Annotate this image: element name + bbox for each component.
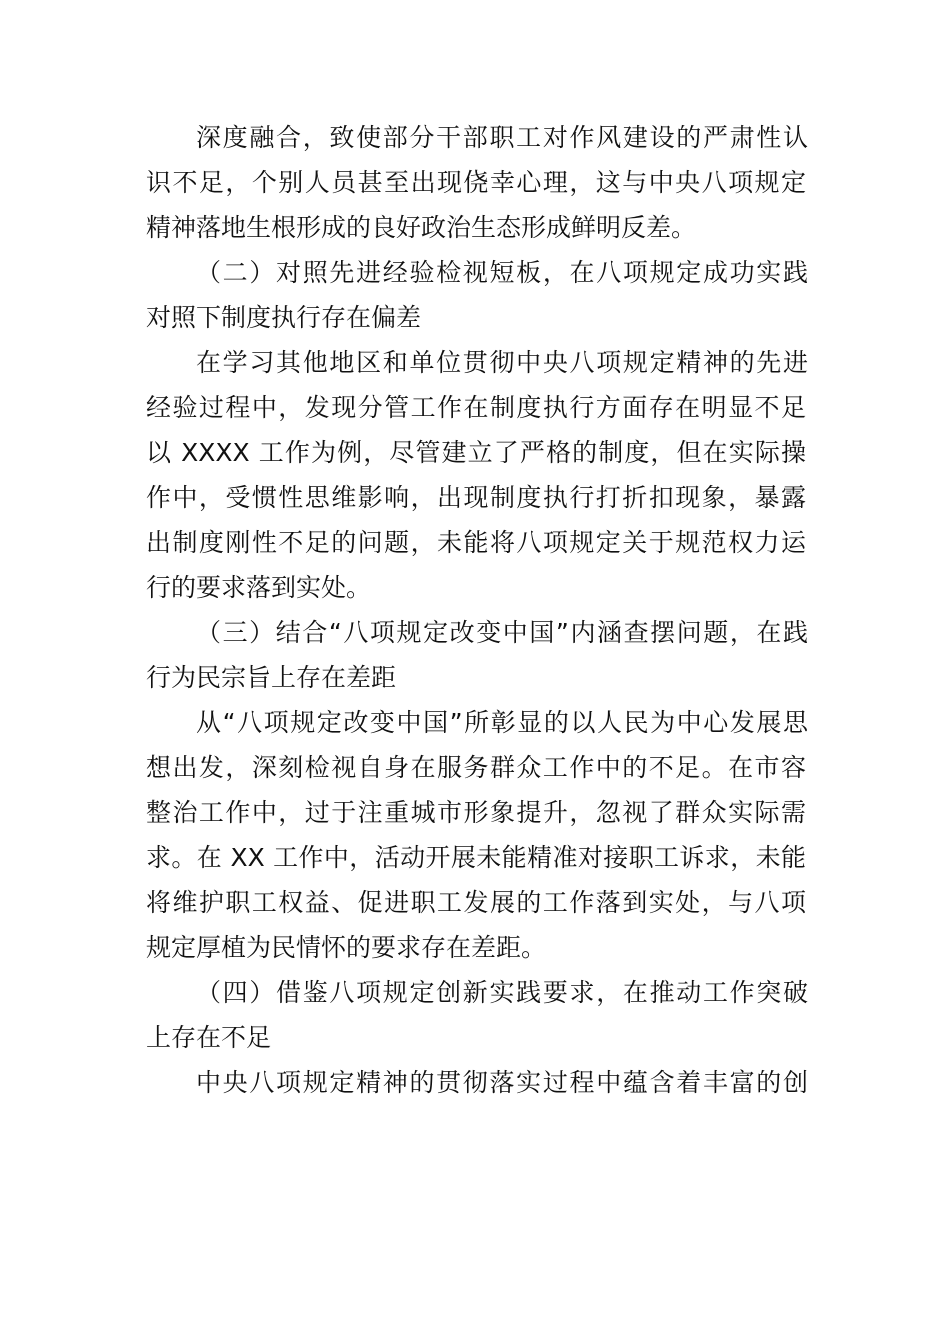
text-line: 中央八项规定精神的贯彻落实过程中蕴含着丰富的创 [196, 1068, 808, 1097]
text-line: 深度融合，致使部分干部职工对作风建设的严肃性认 [196, 123, 808, 152]
text-line: 经验过程中，发现分管工作在制度执行方面存在明显不足 [146, 393, 806, 422]
section-heading: （四）借鉴八项规定创新实践要求，在推动工作突破 [196, 978, 808, 1007]
text-line: 行的要求落到实处。 [146, 573, 372, 602]
section-heading: 行为民宗旨上存在差距 [146, 663, 397, 692]
text-line: 从“八项规定改变中国”所彰显的以人民为中心发展思 [196, 708, 808, 737]
section-heading: （三）结合“八项规定改变中国”内涵查摆问题，在践 [196, 618, 808, 647]
section-heading: 对照下制度执行存在偏差 [146, 303, 422, 332]
section-heading: 上存在不足 [146, 1023, 272, 1052]
text-line: 将维护职工权益、促进职工发展的工作落到实处，与八项 [146, 888, 806, 917]
text-line: 规定厚植为民情怀的要求存在差距。 [146, 933, 547, 962]
text-line: 作中，受惯性思维影响，出现制度执行打折扣现象，暴露 [146, 483, 806, 512]
text-line: 整治工作中，过于注重城市形象提升，忽视了群众实际需 [146, 798, 806, 827]
text-line: 在学习其他地区和单位贯彻中央八项规定精神的先进 [196, 348, 808, 377]
text-line: 求。在 XX 工作中，活动开展未能精准对接职工诉求，未能 [146, 843, 806, 872]
text-line: 精神落地生根形成的良好政治生态形成鲜明反差。 [146, 213, 697, 242]
text-line: 识不足，个别人员甚至出现侥幸心理，这与中央八项规定 [146, 168, 806, 197]
text-line: 想出发，深刻检视自身在服务群众工作中的不足。在市容 [146, 753, 806, 782]
text-line: 以 XXXX 工作为例，尽管建立了严格的制度，但在实际操 [146, 438, 806, 467]
section-heading: （二）对照先进经验检视短板，在八项规定成功实践 [196, 258, 808, 287]
text-line: 出制度刚性不足的问题，未能将八项规定关于规范权力运 [146, 528, 806, 557]
